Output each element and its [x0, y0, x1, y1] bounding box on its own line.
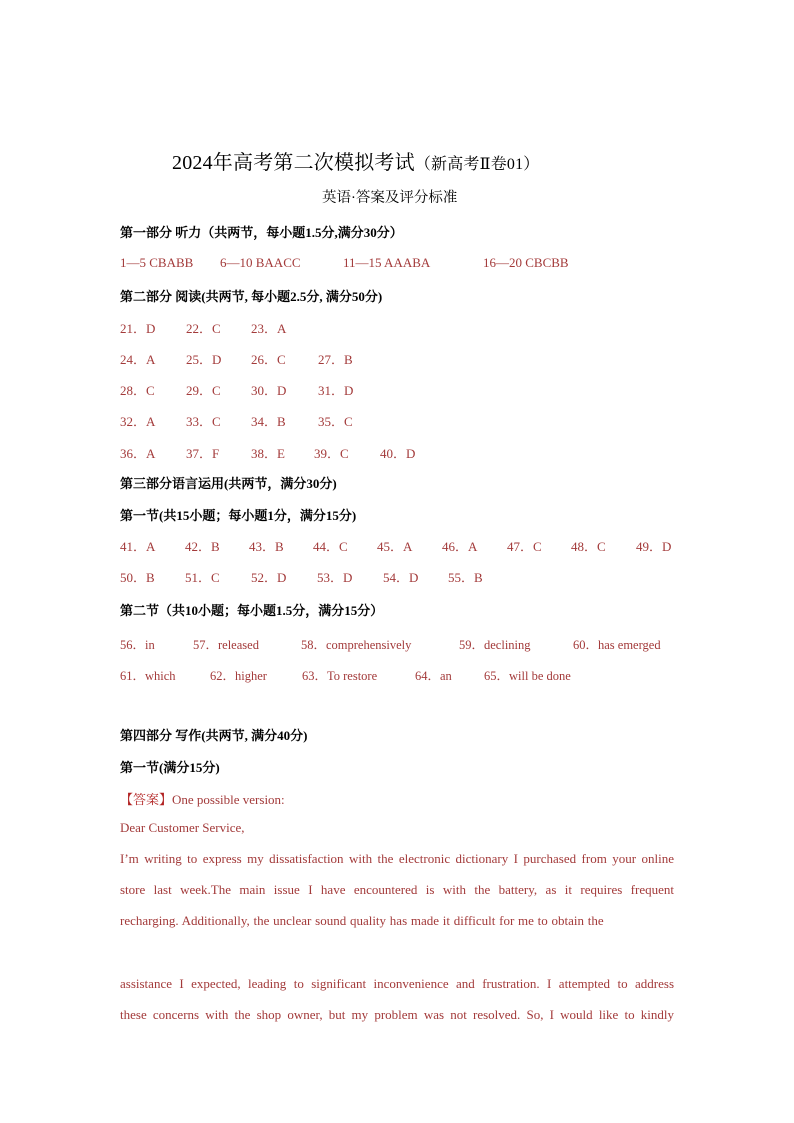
answer-item: 35．C: [318, 414, 353, 429]
part1-answers: [120, 255, 720, 273]
part2-heading: 第二部分 阅读(共两节, 每小题2.5分, 满分50分): [120, 289, 383, 304]
letter-line: I’m writing to express my dissatisfaction with the electronic dictionary I purchased from your online: [120, 851, 674, 866]
answer-item: 58．comprehensively: [301, 638, 412, 652]
answer-item: 21．D: [120, 321, 156, 336]
answer-item: 38．E: [251, 446, 285, 461]
answer-item: 52．D: [251, 570, 287, 585]
answer-item: 37．F: [186, 446, 220, 461]
part2-row: [120, 318, 720, 336]
answer-item: 32．A: [120, 414, 156, 429]
answer-group: 1—5 CBABB: [120, 255, 194, 270]
answer-item: 50．B: [120, 570, 155, 585]
letter-line: these concerns with the shop owner, but my problem was not resolved. So, I would like to kindly: [120, 1007, 674, 1022]
part3-section2-heading: 第二节（共10小题；每小题1.5分，满分15分）: [120, 603, 384, 618]
answer-item: 62．higher: [210, 669, 267, 683]
part3-heading: 第三部分语言运用(共两节，满分30分): [120, 476, 337, 491]
answer-group: 16—20 CBCBB: [483, 255, 569, 270]
part4-heading: 第四部分 写作(共两节, 满分40分): [120, 728, 308, 743]
part3-section1-row: [120, 536, 680, 554]
part3-section1-row: [120, 567, 680, 585]
answer-item: 36．A: [120, 446, 156, 461]
part3-section2-row: [120, 635, 680, 653]
answer-item: 29．C: [186, 383, 221, 398]
answer-item: 30．D: [251, 383, 287, 398]
answer-tag: 【答案】: [120, 792, 173, 807]
answer-item: 57．released: [193, 638, 259, 652]
answer-group: 11—15 AAABA: [343, 255, 431, 270]
answer-item: 49．D: [636, 539, 672, 554]
letter-line: store last week.The main issue I have encountered is with the battery, as it requires frequent: [120, 882, 674, 897]
part3-section2-row: [120, 666, 680, 684]
answer-item: 22．C: [186, 321, 221, 336]
answer-item: 63．To restore: [302, 669, 378, 683]
letter-greeting: Dear Customer Service,: [120, 820, 245, 835]
answer-item: 48．C: [571, 539, 606, 554]
answer-item: 60．has emerged: [573, 638, 661, 652]
answer-item: 40．D: [380, 446, 416, 461]
part2-row: [120, 380, 720, 398]
answer-item: 27．B: [318, 352, 353, 367]
answer-item: 55．B: [448, 570, 483, 585]
part3-section1-heading: 第一节(共15小题；每小题1分，满分15分): [120, 508, 357, 523]
answer-intro-line: [120, 789, 285, 808]
answer-item: 46．A: [442, 539, 478, 554]
letter-line: recharging. Additionally, the unclear sound quality has made it difficult for me to obtain the: [120, 913, 604, 928]
answer-item: 25．D: [186, 352, 222, 367]
answer-item: 59．declining: [459, 638, 531, 652]
part1-heading: 第一部分 听力（共两节，每小题1.5分,满分30分）: [120, 225, 403, 240]
answer-item: 51．C: [185, 570, 220, 585]
answer-item: 42．B: [185, 539, 220, 554]
answer-item: 28．C: [120, 383, 155, 398]
answer-item: 45．A: [377, 539, 413, 554]
answer-item: 47．C: [507, 539, 542, 554]
answer-item: 56．in: [120, 638, 155, 652]
answer-item: 54．D: [383, 570, 419, 585]
title-paren: （新高考Ⅱ卷01）: [414, 156, 540, 173]
part2-row: [120, 443, 720, 461]
answer-group: 6—10 BAACC: [220, 255, 301, 270]
answer-item: 64．an: [415, 669, 452, 683]
answer-item: 44．C: [313, 539, 348, 554]
answer-item: 24．A: [120, 352, 156, 367]
answer-item: 26．C: [251, 352, 286, 367]
part2-row: [120, 349, 720, 367]
document-title: [172, 146, 540, 175]
title-main: 2024年高考第二次模拟考试: [172, 152, 415, 174]
answer-item: 43．B: [249, 539, 284, 554]
answer-item: 33．C: [186, 414, 221, 429]
answer-item: 53．D: [317, 570, 353, 585]
answer-item: 31．D: [318, 383, 354, 398]
answer-item: 61．which: [120, 669, 176, 683]
answer-item: 65．will be done: [484, 669, 571, 683]
part2-row: [120, 411, 720, 429]
part4-section1-heading: 第一节(满分15分): [120, 760, 220, 775]
answer-item: 23．A: [251, 321, 287, 336]
answer-item: 34．B: [251, 414, 286, 429]
letter-line: assistance I expected, leading to significant inconvenience and frustration. I attempted to address: [120, 976, 674, 991]
answer-item: 39．C: [314, 446, 349, 461]
answer-intro: One possible version:: [172, 792, 285, 807]
answer-item: 41．A: [120, 539, 156, 554]
document-subtitle: 英语·答案及评分标准: [322, 190, 458, 206]
